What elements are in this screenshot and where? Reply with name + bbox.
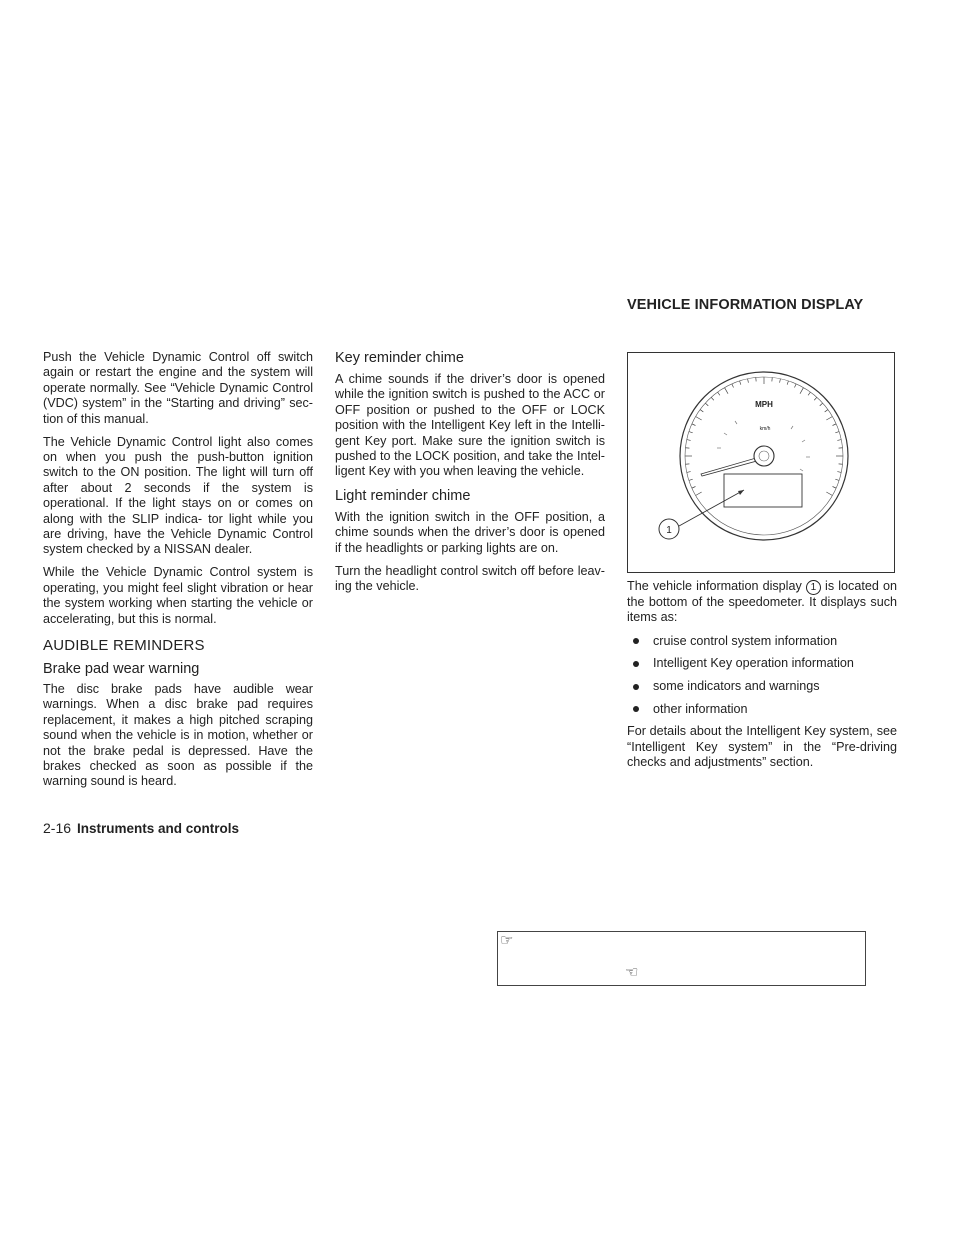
page-number: 2-16: [43, 820, 72, 836]
tick-mark: [800, 388, 804, 394]
navigation-box: [497, 931, 866, 986]
tick-mark: [814, 397, 817, 400]
section-heading: AUDIBLE REMINDERS: [43, 636, 205, 654]
callout-number: 1: [666, 525, 672, 536]
tick-mark: [705, 403, 708, 406]
paragraph: Turn the headlight control switch off before leav- ing the vehicle.: [335, 563, 605, 593]
tick-mark: [780, 379, 781, 383]
pointing-hand-icon[interactable]: ☞: [500, 932, 514, 949]
bullet-icon: [633, 638, 639, 644]
bullet-icon: [633, 706, 639, 712]
page-footer: [43, 820, 239, 836]
paragraph: For details about the Intelligent Key system, see “Intelligent Key system” in the “Pre-driving checks and adjustments” section.: [627, 724, 897, 769]
tick-mark: [689, 479, 693, 480]
paragraph: Push the Vehicle Dynamic Control off switch again or restart the engine and the system will operate normally. See “Vehicle Dynamic Control (VDC) system” in the “Starting and driving” sec- tion of this manual.: [43, 350, 313, 426]
tick-mark: [696, 417, 702, 421]
tick-mark: [687, 472, 691, 473]
subheading: Brake pad wear warning: [43, 660, 200, 677]
tick-mark: [835, 432, 839, 433]
tick-mark: [837, 472, 841, 473]
bullet-icon: [633, 661, 639, 667]
column-middle: [335, 350, 605, 594]
paragraph: A chime sounds if the driver’s door is opened while the ignition switch is pushed to the ACC or OFF position or pushed to the OFF or LOCK position with the Intelligent Key left in the Intelli- gent Key port. Make sure the ignition switch is pushed to the LOCK position, and take the Intel- ligent Key with you when leaving the vehicle.: [335, 372, 605, 479]
kmh-label: km/h: [759, 426, 771, 432]
tick-mark: [740, 381, 741, 385]
tick-mark: [687, 440, 691, 441]
paragraph: The disc brake pads have audible wear warnings. When a disc brake pad requires replacement, it makes a high pitched scraping sound when the vehicle is in motion, whether or not the brake pedal is depressed. Have the brakes checked as soon as possible if the warning sound is heard.: [43, 681, 313, 789]
paragraph: While the Vehicle Dynamic Control system is operating, you might feel slight vibration or hear the system working when starting the vehicle or accelerating, but this is normal.: [43, 565, 313, 626]
tick-mark: [787, 381, 788, 385]
intro-text: The vehicle information display: [627, 579, 802, 593]
list-item: [627, 656, 897, 671]
tick-mark: [700, 410, 703, 412]
mph-label: MPH: [755, 400, 773, 409]
list-item: [627, 634, 897, 649]
tick-mark: [692, 487, 696, 489]
tick-mark: [711, 397, 714, 400]
list-item-text: cruise control system information: [653, 633, 838, 648]
intro-paragraph: [627, 579, 897, 626]
tick-mark: [692, 424, 696, 426]
callout-marker: 1: [806, 580, 821, 595]
list-item-text: some indicators and warnings: [653, 679, 820, 693]
speedometer-figure: [627, 352, 895, 573]
tick-mark: [825, 410, 828, 412]
chapter-title: Instruments and controls: [77, 821, 240, 836]
column-left: [43, 350, 313, 790]
bullet-icon: [633, 684, 639, 690]
list-item: [627, 702, 897, 717]
tick-mark: [718, 392, 720, 395]
subheading: Key reminder chime: [335, 350, 464, 366]
column-right: [627, 579, 897, 770]
speedometer-illustration: [628, 353, 894, 572]
tick-mark: [689, 432, 693, 433]
intro-text: is located on the bottom of the speedometer. It displays such items as:: [627, 579, 897, 625]
section-title: VEHICLE INFORMATION DISPLAY: [627, 297, 864, 313]
tick-mark: [837, 440, 841, 441]
tick-mark: [795, 384, 797, 388]
tick-mark: [826, 417, 832, 421]
list-item-text: other information: [653, 701, 748, 716]
tick-mark: [725, 388, 729, 394]
paragraph: With the ignition switch in the OFF position, a chime sounds when the driver’s door is opened if the headlights or parking lights are on.: [335, 509, 605, 555]
pointing-hand-icon[interactable]: ☜: [625, 964, 639, 981]
tick-mark: [748, 379, 749, 383]
tick-mark: [808, 392, 810, 395]
subheading: Light reminder chime: [335, 487, 471, 504]
tick-mark: [732, 384, 734, 388]
list-item: [627, 679, 897, 694]
tick-mark: [833, 487, 837, 489]
display-items-list: [627, 634, 897, 717]
tick-mark: [833, 424, 837, 426]
tick-mark: [820, 403, 823, 406]
tick-mark: [835, 479, 839, 480]
list-item-text: Intelligent Key operation information: [653, 656, 854, 671]
tick-mark: [826, 492, 832, 496]
paragraph: The Vehicle Dynamic Control light also comes on when you push the push-button ignition switch to the ON position. The light will turn off after about 2 seconds if the system is operational. If the light stays on or comes on along with the SLIP indica- tor light while you are driving, have the Vehicle Dynamic Control system checked by a NISSAN dealer.: [43, 434, 313, 557]
tick-mark: [696, 492, 702, 496]
